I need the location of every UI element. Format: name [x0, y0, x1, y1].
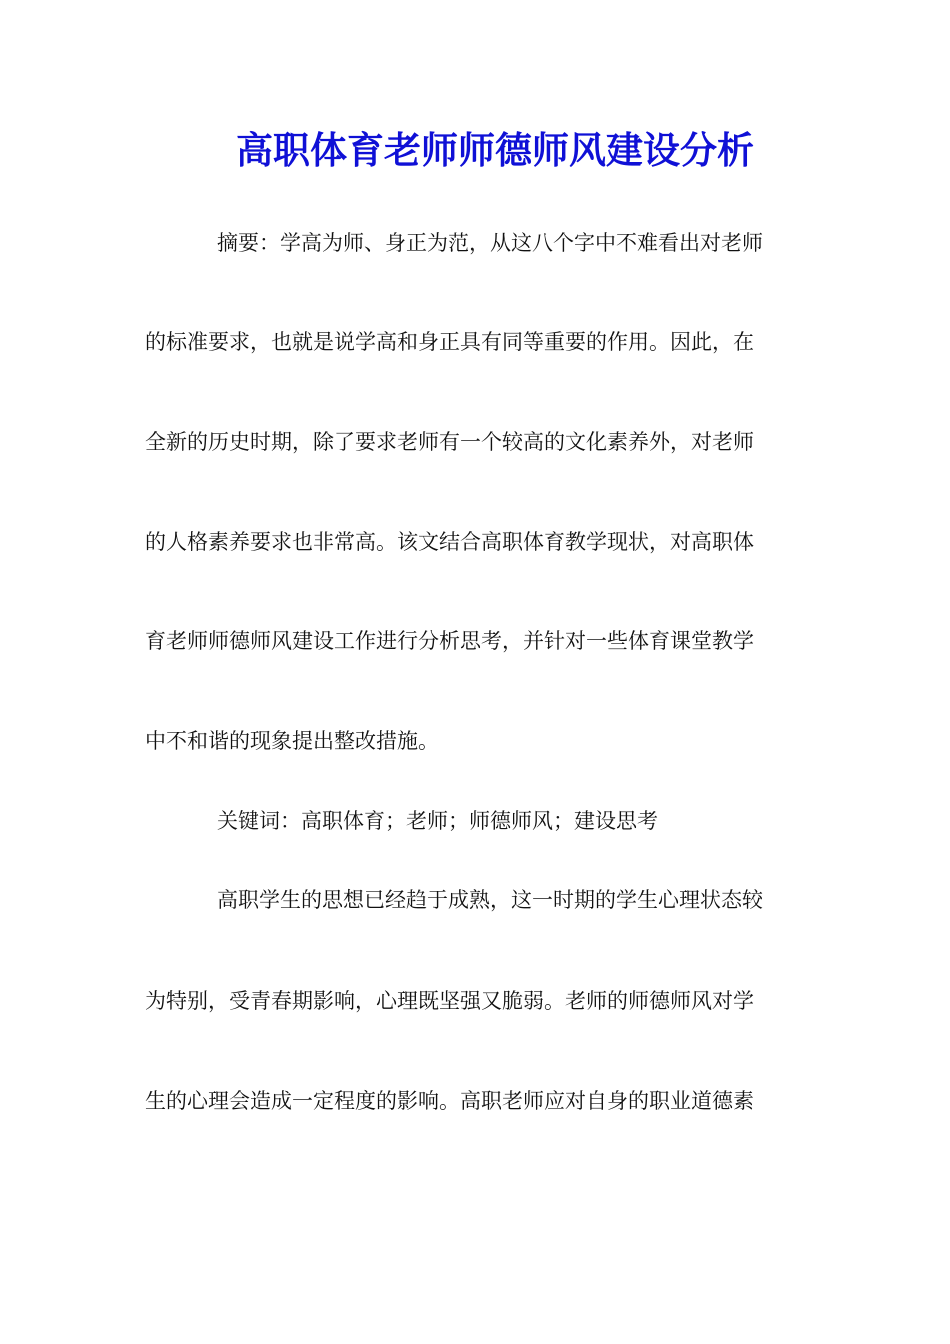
body-line-1: 高职学生的思想已经趋于成熟，这一时期的学生心理状态较: [217, 888, 763, 912]
abstract-line-5: 育老师师德师风建设工作进行分析思考，并针对一些体育课堂教学: [145, 629, 754, 653]
abstract-line-6: 中不和谐的现象提出整改措施。: [145, 729, 439, 753]
document-title: 高职体育老师师德师风建设分析: [236, 128, 754, 172]
body-line-3: 生的心理会造成一定程度的影响。高职老师应对自身的职业道德素: [145, 1089, 754, 1113]
abstract-line-2: 的标准要求，也就是说学高和身正具有同等重要的作用。因此，在: [145, 330, 754, 354]
abstract-line-4: 的人格素养要求也非常高。该文结合高职体育教学现状，对高职体: [145, 530, 754, 554]
abstract-line-1: 摘要：学高为师、身正为范，从这八个字中不难看出对老师: [217, 231, 763, 255]
abstract-line-3: 全新的历史时期，除了要求老师有一个较高的文化素养外，对老师: [145, 430, 754, 454]
keywords-line: 关键词：高职体育；老师；师德师风；建设思考: [217, 809, 658, 833]
body-line-2: 为特别，受青春期影响，心理既坚强又脆弱。老师的师德师风对学: [145, 989, 754, 1013]
